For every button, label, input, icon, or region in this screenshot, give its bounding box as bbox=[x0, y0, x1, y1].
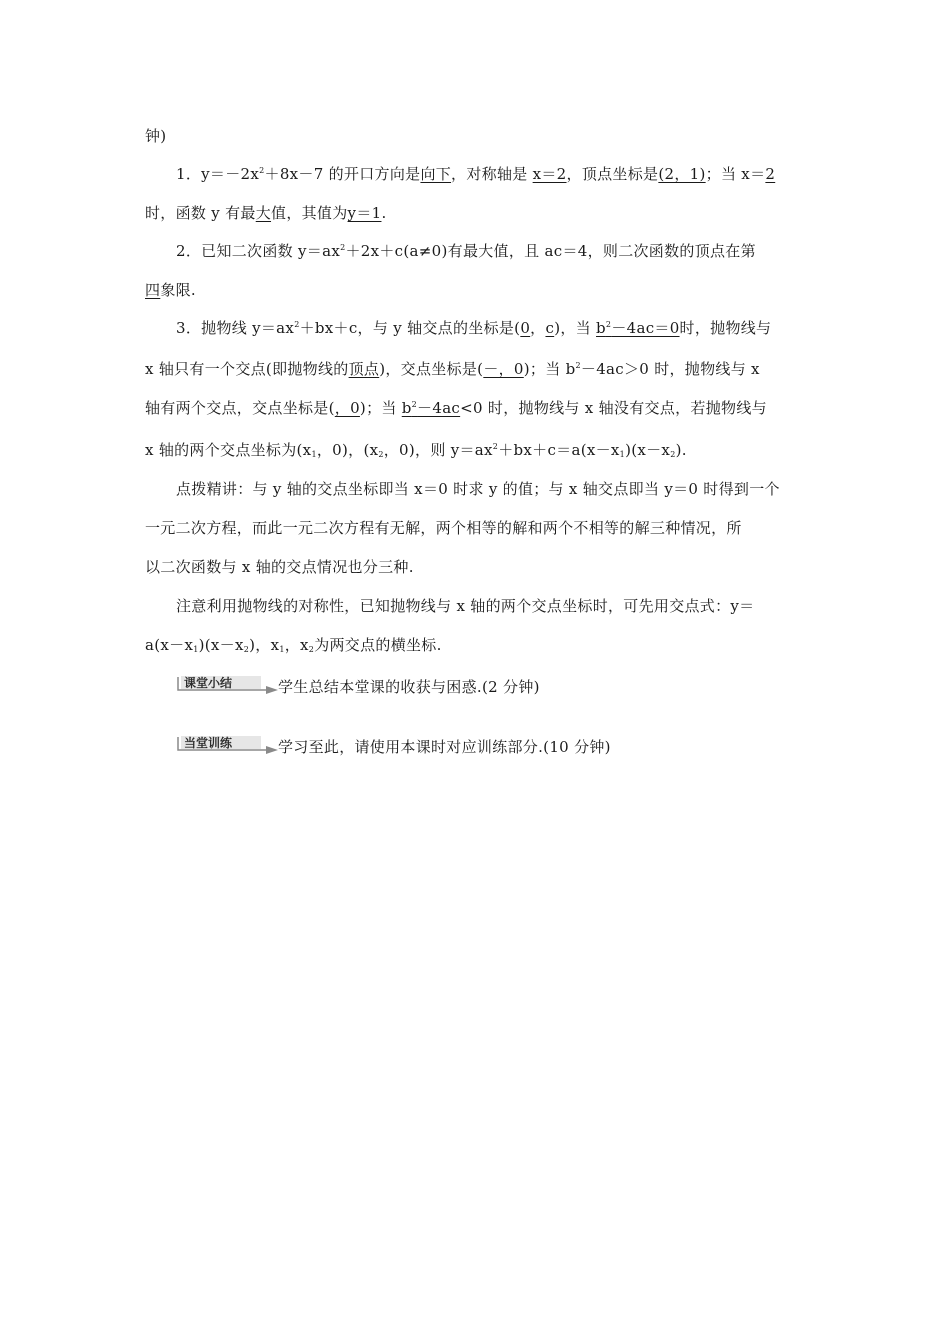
tip-line-3 bbox=[145, 557, 807, 577]
item-1-line-2 bbox=[145, 203, 807, 223]
text-span: x 轴的两个交点坐标为(x bbox=[145, 441, 312, 459]
text-span: a(x－x bbox=[145, 636, 194, 654]
text-span: －4ac＞0 时，抛物线与 x bbox=[580, 360, 760, 378]
practice-text-line bbox=[278, 737, 808, 757]
text-span: )；当 bbox=[359, 399, 402, 417]
note-line-1 bbox=[176, 596, 807, 616]
subscript: 2 bbox=[243, 645, 250, 654]
item-3-line-1 bbox=[176, 318, 807, 338]
text-span: 1．y＝－2x bbox=[176, 165, 260, 183]
answer-blank: 大 bbox=[255, 204, 272, 222]
superscript: 2 bbox=[259, 166, 265, 175]
text-span: 一元二次方程，而此一元二次方程有无解，两个相等的解和两个不相等的解三种情况，所 bbox=[145, 519, 742, 537]
answer-blank: c bbox=[545, 319, 555, 337]
text-span: ；当 x＝ bbox=[705, 165, 766, 183]
answer-blank: －，0 bbox=[483, 360, 524, 378]
text-span: x 轴只有一个交点(即抛物线的 bbox=[145, 360, 349, 378]
superscript: 2 bbox=[340, 243, 346, 252]
text-span: 时，函数 y 有最 bbox=[145, 204, 256, 222]
superscript: 2 bbox=[294, 320, 300, 329]
note-line-2 bbox=[145, 635, 807, 655]
text-span: ，x bbox=[284, 636, 309, 654]
text-span: 为两交点的横坐标. bbox=[314, 636, 442, 654]
text-span: －4ac＝0 bbox=[611, 319, 680, 337]
answer-blank: 顶点 bbox=[348, 360, 380, 378]
text-span: 值，其值为 bbox=[271, 204, 348, 222]
practice-badge bbox=[176, 735, 280, 755]
text-span: 学习至此，请使用本课时对应训练部分.(10 分钟) bbox=[278, 738, 611, 756]
answer-blank: 2 bbox=[765, 165, 776, 183]
superscript: 2 bbox=[492, 442, 499, 451]
badge-label: 课堂小结 bbox=[184, 676, 233, 690]
text-span: b bbox=[596, 319, 606, 337]
text-span: ). bbox=[675, 441, 687, 459]
subscript: 1 bbox=[193, 645, 199, 654]
text-span: ， bbox=[530, 319, 546, 337]
text-span: 轴有两个交点，交点坐标是( bbox=[145, 399, 335, 417]
text-span: b bbox=[401, 399, 412, 417]
item-3-line-2 bbox=[145, 359, 807, 379]
text-span: 以二次函数与 x 轴的交点情况也分三种. bbox=[145, 558, 414, 576]
answer-blank: 0 bbox=[520, 319, 531, 337]
subscript: 1 bbox=[279, 645, 285, 654]
text-span: )，x bbox=[249, 636, 280, 654]
subscript: 1 bbox=[619, 450, 626, 459]
text-span: ＋bx＋c＝a(x－x bbox=[498, 441, 620, 459]
paragraph-continuation bbox=[145, 126, 807, 146]
text-span: ，0)，则 y＝ax bbox=[383, 441, 493, 459]
text-span: 3．抛物线 y＝ax bbox=[176, 319, 295, 337]
text-span: ＋2x＋c(a≠0)有最大值，且 ac＝4，则二次函数的顶点在第 bbox=[345, 242, 756, 260]
answer-blank bbox=[596, 319, 680, 337]
text-span: )(x－x bbox=[625, 441, 671, 459]
text-span: ＋bx＋c，与 y 轴交点的坐标是( bbox=[299, 319, 521, 337]
item-3-line-3 bbox=[145, 398, 807, 418]
text-span: ，顶点坐标是 bbox=[566, 165, 659, 183]
subscript: 2 bbox=[378, 450, 384, 459]
item-3-line-4 bbox=[145, 440, 807, 460]
text-span: 注意利用抛物线的对称性，已知抛物线与 x 轴的两个交点坐标时，可先用交点式：y＝ bbox=[176, 597, 755, 615]
badge-arrow-icon bbox=[176, 675, 280, 695]
text-span: 象限. bbox=[160, 281, 196, 299]
summary-text-line bbox=[278, 677, 808, 697]
text-span: )，当 bbox=[554, 319, 597, 337]
badge-arrow-icon bbox=[176, 735, 280, 755]
item-1-line-1 bbox=[176, 164, 807, 184]
superscript: 2 bbox=[411, 400, 418, 409]
answer-blank bbox=[402, 399, 460, 417]
text-span: 时，抛物线与 bbox=[679, 319, 772, 337]
text-span: 2．已知二次函数 y＝ax bbox=[176, 242, 341, 260]
answer-blank: (2，1) bbox=[658, 165, 706, 183]
text-span: )；当 b bbox=[523, 360, 576, 378]
tip-line-1 bbox=[176, 479, 807, 499]
answer-blank: x＝2 bbox=[532, 165, 567, 183]
text-span: ，0)，(x bbox=[316, 441, 379, 459]
tip-line-2 bbox=[145, 518, 807, 538]
subscript: 2 bbox=[308, 645, 315, 654]
subscript: 1 bbox=[311, 450, 317, 459]
text-span: <0 时，抛物线与 x 轴没有交点，若抛物线与 bbox=[460, 399, 767, 417]
text-span: 学生总结本堂课的收获与困惑.(2 分钟) bbox=[278, 678, 540, 696]
text-span: 钟) bbox=[145, 127, 167, 145]
answer-blank: 四 bbox=[145, 281, 161, 299]
item-2-line-1 bbox=[176, 241, 807, 261]
text-span: )(x－x bbox=[198, 636, 244, 654]
text-span: )，交点坐标是( bbox=[379, 360, 484, 378]
answer-blank: 向下 bbox=[420, 165, 452, 183]
text-span: －4ac bbox=[417, 399, 461, 417]
summary-badge bbox=[176, 675, 280, 695]
subscript: 2 bbox=[670, 450, 676, 459]
text-span: ＋8x－7 的开口方向是 bbox=[264, 165, 421, 183]
badge-label: 当堂训练 bbox=[184, 736, 233, 750]
answer-blank: ，0 bbox=[334, 399, 360, 417]
text-span: 点拨精讲：与 y 轴的交点坐标即当 x＝0 时求 y 的值；与 x 轴交点即当 y＝0 时得到一个 bbox=[176, 480, 780, 498]
text-span: . bbox=[381, 204, 387, 222]
superscript: 2 bbox=[605, 320, 612, 329]
answer-blank: y＝1 bbox=[347, 204, 382, 222]
text-span: ，对称轴是 bbox=[451, 165, 533, 183]
superscript: 2 bbox=[575, 361, 581, 370]
item-2-line-2 bbox=[145, 280, 807, 300]
